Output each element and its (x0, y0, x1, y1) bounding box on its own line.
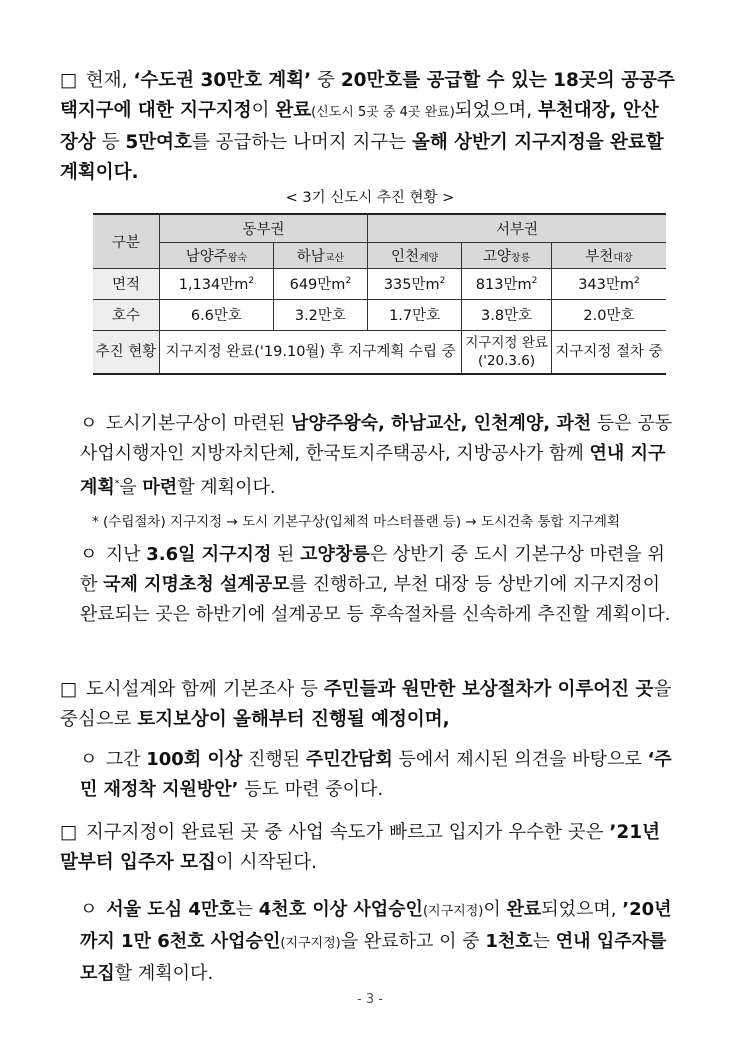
circle-bullet: ㅇ (80, 899, 98, 920)
square-bullet: □ (60, 679, 78, 700)
bullet-4: ㅇ 서울 도심 4만호는 4천호 이상 사업승인(지구지정)이 완료되었으며, ’20년까지 1만 6천호 사업승인(지구지정)을 완료하고 이 중 1천호는 연내 입주자를 모집할 계획이다. (80, 895, 675, 989)
table-caption: < 3기 신도시 추진 현황 > (285, 190, 455, 206)
paragraph-3: □ 지구지정이 완료된 곳 중 사업 속도가 빠르고 입지가 우수한 곳은 ’21년 말부터 입주자 모집이 시작된다. (60, 818, 675, 878)
square-bullet: □ (60, 70, 78, 91)
units-cell: 3.2만호 (273, 299, 367, 330)
row-label-status: 추진 현황 (93, 330, 160, 374)
area-cell: 335만$m^2$ (368, 268, 462, 299)
bullet-1: ㅇ 도시기본구상이 마련된 남양주왕숙, 하남교산, 인천계양, 과천 등은 공동사업시행자인 지방자치단체, 한국토지주택공사, 지방공사가 함께 연내 지구계획*을 마련할 계획이다. (80, 409, 675, 503)
status-east-cell: 지구지정 완료('19.10월) 후 지구계획 수립 중 (160, 330, 462, 374)
area-cell: 649만$m^2$ (273, 268, 367, 299)
area-cell: 813만$m^2$ (462, 268, 552, 299)
circle-bullet: ㅇ (80, 544, 98, 565)
city-header: 남양주왕숙 (160, 242, 274, 268)
column-label: 구분 (93, 214, 160, 268)
bullet-2: ㅇ 지난 3.6일 지구지정 된 고양창릉은 상반기 중 도시 기본구상 마련을 위한 국제 지명초청 설계공모를 진행하고, 부천 대장 등 상반기에 지구지정이 완료되는 곳은 하반기에 설계공모 등 후속절차를 신속하게 추진할 계획이다. (80, 540, 675, 630)
new-town-status-table (93, 213, 666, 375)
city-header: 인천계양 (368, 242, 462, 268)
area-cell: 1,134만$m^2$ (160, 268, 274, 299)
units-cell: 3.8만호 (462, 299, 552, 330)
paragraph-1: □ 현재, ‘수도권 30만호 계획’ 중 20만호를 공급할 수 있는 18곳의 공공주택지구에 대한 지구지정이 완료(신도시 5곳 중 4곳 완료)되었으며, 부천대장, 안산장상 등 5만여호를 공급하는 나머지 지구는 올해 상반기 지구지정을 완료할 계획이다. (60, 66, 675, 188)
square-bullet: □ (60, 822, 78, 843)
city-header: 부천대장 (551, 242, 666, 268)
paragraph-2: □ 도시설계와 함께 기본조사 등 주민들과 원만한 보상절차가 이루어진 곳을 중심으로 토지보상이 올해부터 진행될 예정이며, (60, 675, 675, 735)
row-label-units: 호수 (93, 299, 160, 330)
units-cell: 6.6만호 (160, 299, 274, 330)
east-region-header: 동부권 (160, 214, 368, 242)
footnote: * (수립절차) 지구지정 → 도시 기본구상(입체적 마스터플랜 등) → 도시건축 통합 지구계획 (92, 514, 620, 530)
units-cell: 1.7만호 (368, 299, 462, 330)
row-label-area: 면적 (93, 268, 160, 299)
area-cell: 343만$m^2$ (551, 268, 666, 299)
city-header: 고양창릉 (462, 242, 552, 268)
status-goyang-cell: 지구지정 완료 ('20.3.6) (462, 330, 552, 374)
status-bucheon-cell: 지구지정 절차 중 (551, 330, 666, 374)
page-number: - 3 - (357, 992, 383, 1007)
units-cell: 2.0만호 (551, 299, 666, 330)
circle-bullet: ㅇ (80, 749, 98, 770)
city-header: 하남교산 (273, 242, 367, 268)
circle-bullet: ㅇ (80, 413, 98, 434)
west-region-header: 서부권 (368, 214, 667, 242)
bullet-3: ㅇ 그간 100회 이상 진행된 주민간담회 등에서 제시된 의견을 바탕으로 ‘주민 재정착 지원방안’ 등도 마련 중이다. (80, 745, 675, 805)
